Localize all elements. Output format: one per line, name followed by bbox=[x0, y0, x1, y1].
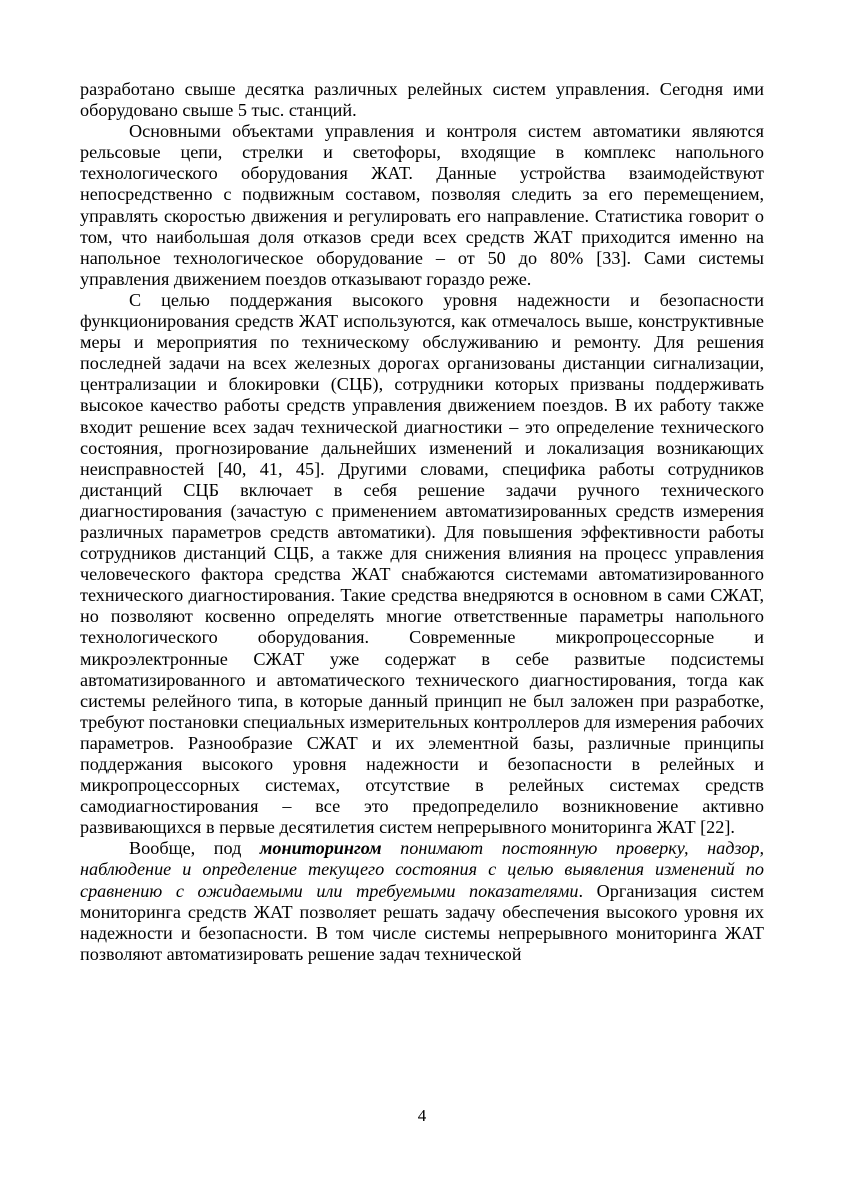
paragraph-continuation: разработано свыше десятка различных релейных систем управления. Сегодня ими оборудовано свыше 5 тыс. станций. bbox=[80, 79, 764, 121]
definition-lead: Вообще, под bbox=[129, 838, 260, 859]
defined-term: мониторингом bbox=[259, 838, 382, 859]
definition-text: понимают постоянную проверку, надзор, наблюдение и определение текущего состояния с целью выявления изменений по сравнению с ожидаемыми или требуемыми показателями bbox=[80, 838, 764, 901]
paragraph-reliability: С целью поддержания высокого уровня надежности и безопасности функционирования средств ЖАТ используются, как отмечалось выше, конструктивные меры и мероприятия по техническому обслуживанию и ремонту. Для решения последней задачи на всех железных дорогах организованы дистанции сигнализации, централизации и блокировки (СЦБ), сотрудники которых призваны поддерживать высокое качество работы средств управления движением поездов. В их работу также входит решение всех задач технической диагностики – это определение технического состояния, прогнозирование дальнейших изменений и локализация возникающих неисправностей [40, 41, 45]. Другими словами, специфика работы сотрудников дистанций СЦБ включает в себя решение задачи ручного технического диагностирования (зачастую с применением автоматизированных средств измерения различных параметров средств автоматики). Для повышения эффективности работы сотрудников дистанций СЦБ, а также для снижения влияния на процесс управления человеческого фактора средства ЖАТ снабжаются системами автоматизированного технического диагностирования. Такие средства внедряются в основном в сами СЖАТ, но позволяют косвенно определять многие ответственные параметры напольного технологического оборудования. Современные микропроцессорные и микроэлектронные СЖАТ уже содержат в себе развитые подсистемы автоматизированного и автоматического технического диагностирования, тогда как системы релейного типа, в которые данный принцип не был заложен при разработке, требуют постановки специальных измерительных контроллеров для измерения рабочих параметров. Разнообразие СЖАТ и их элементной базы, различные принципы поддержания высокого уровня надежности и безопасности в релейных и микропроцессорных системах, отсутствие в релейных системах средств самодиагностирования – все это предопределило возникновение активно развивающихся в первые десятилетия систем непрерывного мониторинга ЖАТ [22]. bbox=[80, 289, 765, 838]
paragraph-control-objects: Основными объектами управления и контроля систем автоматики являются рельсовые цепи, стрелки и светофоры, входящие в комплекс напольного технологического оборудования ЖАТ. Данные устройства взаимодействуют непосредственно с подвижным составом, позволяя следить за его перемещением, управлять скоростью движения и регулировать его направление. Статистика говорит о том, что наибольшая доля отказов среди всех средств ЖАТ приходится именно на напольное технологическое оборудование – от 50 до 80% [33]. Сами системы управления движением поездов отказывают гораздо реже. bbox=[80, 121, 764, 289]
document-page bbox=[80, 79, 764, 965]
definition-tail: . Организация систем мониторинга средств ЖАТ позволяет решать задачу обеспечения высокого уровня их надежности и безопасности. В том числе системы непрерывного мониторинга ЖАТ позволяют автоматизировать решение задач технической bbox=[80, 880, 764, 964]
paragraph-monitoring-definition bbox=[80, 838, 764, 965]
page-number: 4 bbox=[417, 1106, 427, 1125]
